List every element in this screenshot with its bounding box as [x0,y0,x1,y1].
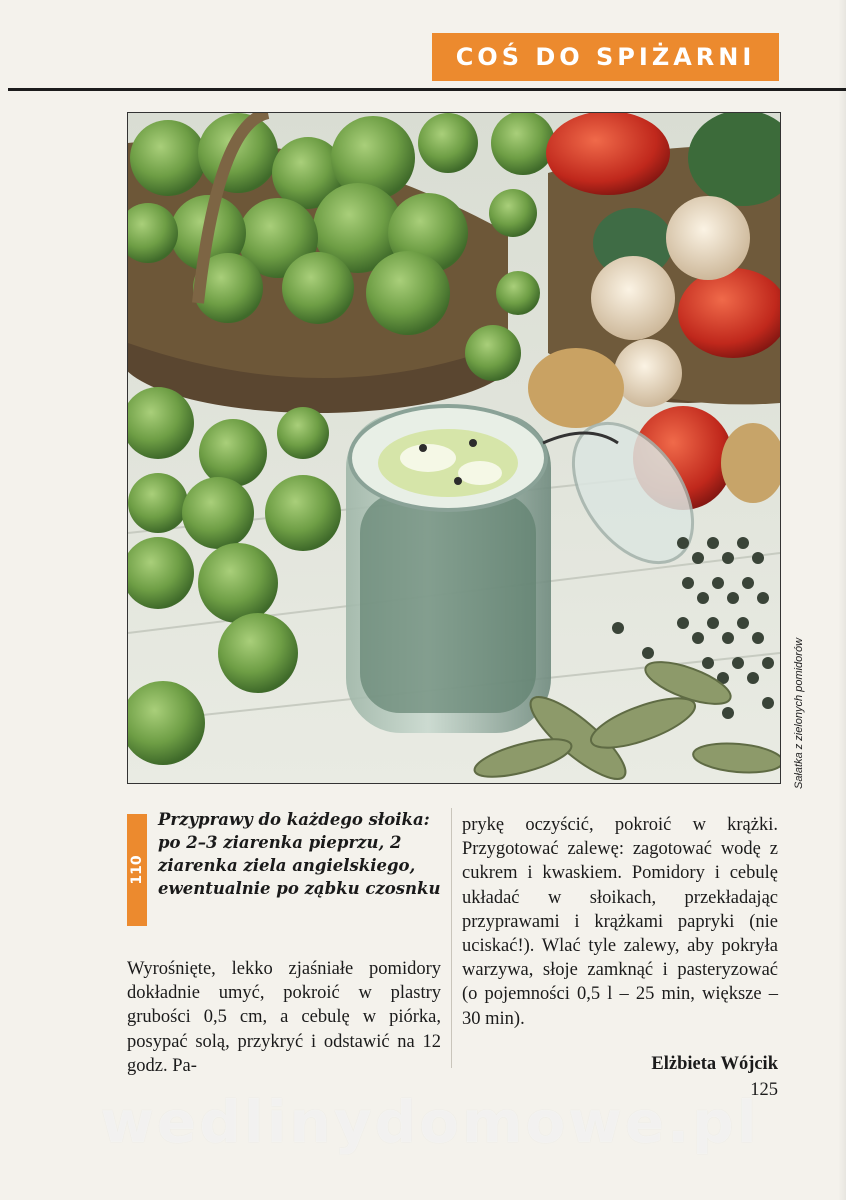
recipe-number: 110 [129,855,145,885]
column-separator [451,808,452,1068]
recipe-photo [127,112,781,784]
page-number: 125 [750,1080,778,1100]
section-header-tag [432,33,779,81]
author-name: Elżbieta Wójcik [651,1054,778,1074]
header-rule [8,88,846,91]
spices-intro: Przyprawy do każdego słoika: po 2–3 ziarenka pieprzu, 2 ziarenka ziela angielskiego, ewentualnie po ząbku czosnku [158,810,441,898]
recipe-body-right: prykę oczyścić, pokroić w krążki. Przygotować zalewę: zagotować wodę z cukrem i kwaskiem. Pomidory i cebulę układać w słoikach, przekładając przyprawami i krążkami papryki (nie uciskać!). Wlać tyle zalewy, aby pokryła warzywa, słoje zamknąć i pasteryzować (o pojemności 0,5 l – 25 min, większe – 30 min). [462,815,778,1029]
photo-caption [786,598,805,789]
recipe-number-tab [127,814,147,926]
watermark: wedlinydomowe.pl [100,1088,760,1156]
recipe-body-left: Wyrośnięte, lekko zjaśniałe pomidory dokładnie umyć, pokroić w plastry grubości 0,5 cm, a cebulę w piórka, posypać solą, przykryć i odstawić na 12 godz. Pa- [127,959,441,1076]
section-title: COŚ DO SPIŻARNI [455,43,756,71]
photo-caption-text: Sałatka z zielonych pomidorów [793,637,805,789]
photo-illustration [128,113,780,783]
